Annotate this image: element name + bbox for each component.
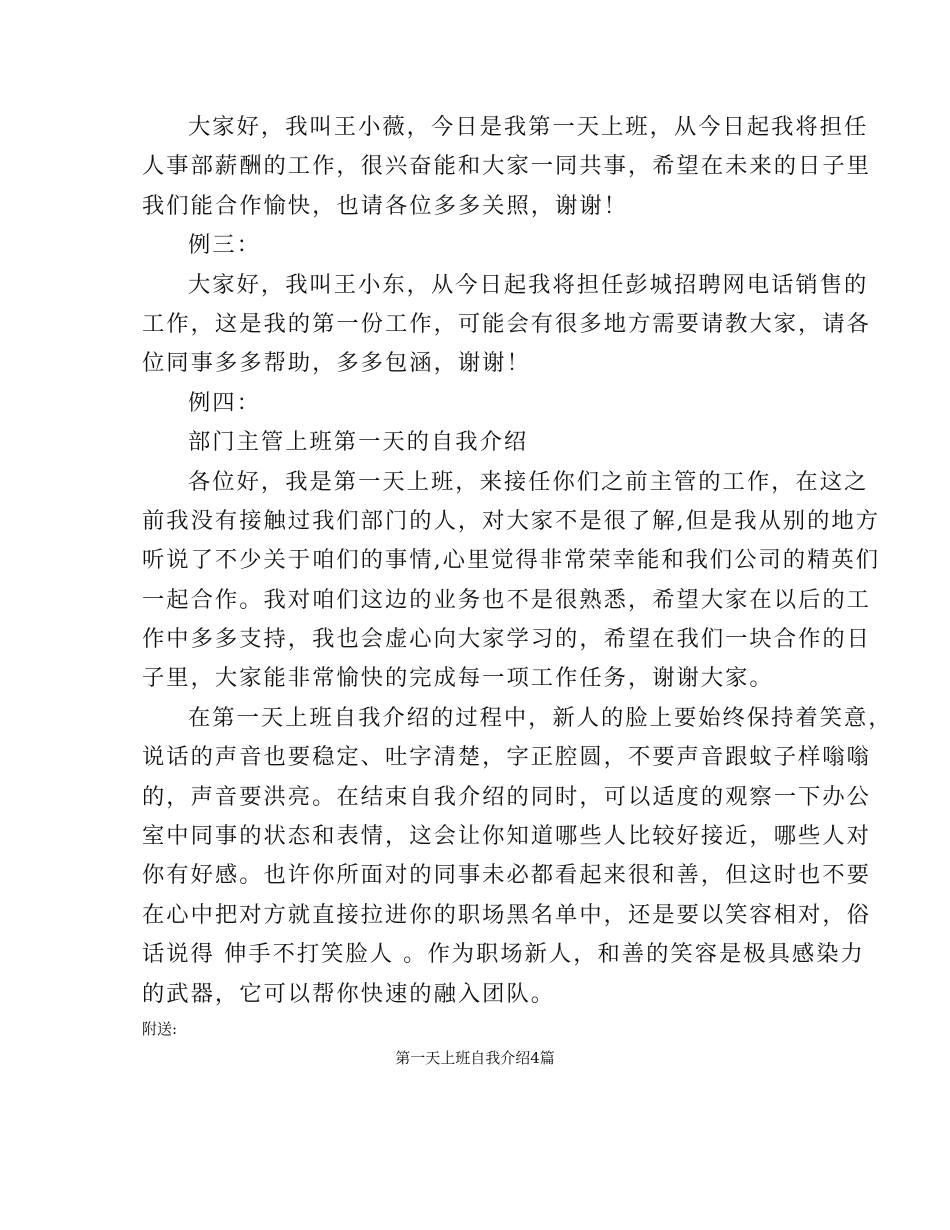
paragraph-line: 人事部薪酬的工作，很兴奋能和大家一同共事，希望在未来的日子里 — [142, 153, 871, 180]
paragraph-line: 室中同事的状态和表情，这会让你知道哪些人比较好接近，哪些人对 — [142, 823, 871, 850]
appendix-title: 第一天上班自我介绍4篇 — [395, 1049, 555, 1067]
appendix-label: 附送: — [142, 1020, 178, 1038]
paragraph-line: 在心中把对方就直接拉进你的职场黑名单中，还是要以笑容相对，俗 — [142, 901, 871, 928]
paragraph-line: 作中多多支持，我也会虚心向大家学习的，希望在我们一块合作的日 — [142, 626, 871, 653]
paragraph-line: 说话的声音也要稳定、吐字清楚，字正腔圆，不要声音跟蚊子样嗡嗡 — [142, 744, 871, 771]
paragraph-line: 前我没有接触过我们部门的人，对大家不是很了解,但是我从别的地方 — [142, 507, 880, 534]
paragraph-line: 工作，这是我的第一份工作，可能会有很多地方需要请教大家，请各 — [142, 310, 871, 337]
paragraph-line: 大家好，我叫王小东，从今日起我将担任彭城招聘网电话销售的 — [188, 271, 869, 298]
paragraph-line: 一起合作。我对咱们这边的业务也不是很熟悉，希望大家在以后的工 — [142, 586, 871, 613]
paragraph-line: 我们能合作愉快，也请各位多多关照，谢谢！ — [142, 192, 628, 219]
paragraph-line: 的武器，它可以帮你快速的融入团队。 — [142, 980, 556, 1007]
section-heading: 部门主管上班第一天的自我介绍 — [188, 429, 529, 456]
document-body — [142, 108, 893, 1014]
paragraph-line: 你有好感。也许你所面对的同事未必都看起来很和善，但这时也不要 — [142, 862, 871, 889]
paragraph-line: 大家好，我叫王小薇，今日是我第一天上班，从今日起我将担任 — [188, 114, 869, 140]
example-heading: 例三： — [188, 232, 261, 259]
paragraph-line: 位同事多多帮助，多多包涵，谢谢！ — [142, 350, 531, 377]
example-heading: 例四： — [188, 389, 261, 416]
paragraph-line: 子里，大家能非常愉快的完成每一项工作任务，谢谢大家。 — [142, 665, 774, 692]
paragraph-line: 的，声音要洪亮。在结束自我介绍的同时，可以适度的观察一下办公 — [142, 783, 871, 810]
paragraph-line: 各位好，我是第一天上班，来接任你们之前主管的工作，在这之 — [188, 468, 869, 495]
paragraph-line: 话说得 伸手不打笑脸人 。作为职场新人，和善的笑容是极具感染力 — [142, 941, 865, 968]
paragraph-line: 听说了不少关于咱们的事情,心里觉得非常荣幸能和我们公司的精英们 — [142, 547, 880, 574]
paragraph-line: 在第一天上班自我介绍的过程中，新人的脸上要始终保持着笑意， — [188, 704, 893, 731]
